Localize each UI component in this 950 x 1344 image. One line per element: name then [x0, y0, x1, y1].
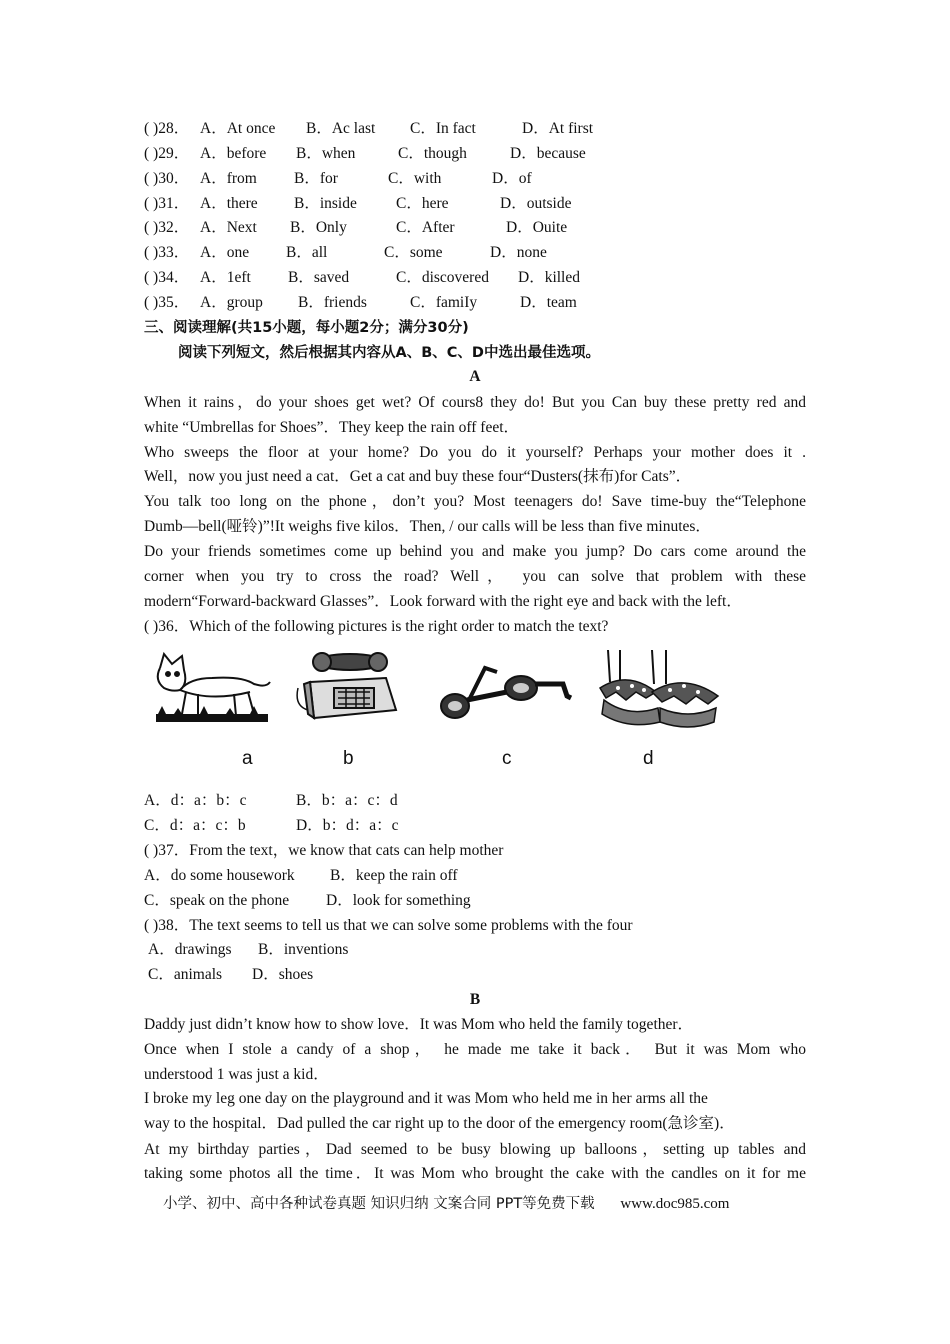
option-d: D．shoes: [252, 966, 314, 983]
option-c: C．d：a：c：b: [144, 817, 246, 834]
option-b: B．saved: [288, 269, 350, 286]
option-d: D．Ouite: [506, 219, 568, 236]
option-a: A．before: [200, 145, 267, 162]
question-number: ( )34．: [144, 269, 190, 286]
option-b: B．inside: [294, 195, 357, 212]
passage-b-line: understood 1 was just a kid．: [144, 1066, 329, 1083]
option-c: C．here: [396, 195, 449, 212]
option-b: B．Ac last: [306, 120, 376, 137]
option-a: A．At once: [200, 120, 276, 137]
option-a: A．group: [200, 294, 263, 311]
option-a: A．do some housework: [144, 867, 295, 884]
passage-b-line: taking some photos all the time．It was Mom who brought the cake with the candles on it for me: [144, 1165, 806, 1182]
passage-b-line: At my birthday parties，Dad seemed to be busy blowing up balloons，setting up tables and: [144, 1141, 806, 1158]
option-c: C．with: [388, 170, 442, 187]
option-a: A．Next: [200, 219, 257, 236]
option-c: C．After: [396, 219, 455, 236]
page-footer: [163, 1192, 729, 1213]
option-c: C．famiIy: [410, 294, 478, 311]
passage-b-line: Daddy just didn’t know how to show love．It was Mom who held the family together．: [144, 1016, 694, 1033]
option-b: B．friends: [298, 294, 367, 311]
question-number: ( )32．: [144, 219, 190, 236]
option-d: D．killed: [518, 269, 580, 286]
option-b: B．when: [296, 145, 356, 162]
cat-picture: [150, 648, 275, 730]
passage-b-title: B: [469, 991, 481, 1008]
option-d: D．team: [520, 294, 577, 311]
picture-label-b: b: [343, 748, 354, 769]
glasses-picture: [425, 648, 575, 730]
passage-a-title: A: [469, 368, 481, 385]
section-heading: 三、阅读理解(共15小题，每小题2分；满分30分): [144, 320, 469, 336]
option-d: D．because: [510, 145, 586, 162]
option-d: D．At first: [522, 120, 594, 137]
option-a: A．drawings: [148, 941, 232, 958]
picture-label-d: d: [643, 748, 654, 769]
passage-a-line: When it rains，do your shoes get wet? Of cours8 they do! But you Can buy these pretty red and: [144, 394, 806, 411]
option-a: A．from: [200, 170, 257, 187]
option-d: D．look for something: [326, 892, 471, 909]
question-37: ( )37．From the text，we know that cats can help mother: [144, 842, 504, 859]
passage-b-line: I broke my leg one day on the playground and it was Mom who held me in her arms all the: [144, 1090, 708, 1107]
option-d: D．outside: [500, 195, 572, 212]
option-b: B．keep the rain off: [330, 867, 458, 884]
footer-url: www.doc985.com: [620, 1196, 730, 1212]
option-a: A．one: [200, 244, 250, 261]
question-number: ( )35．: [144, 294, 190, 311]
passage-a-line: Dumb—bell(哑铃)”!It weighs five kilos．Then, / our calls will be less than five minutes．: [144, 518, 711, 535]
passage-a-line: Who sweeps the floor at your home? Do you do it yourself? Perhaps your mother does it .: [144, 444, 806, 461]
footer-text: 小学、初中、高中各种试卷真题 知识归纳 文案合同 PPT等免费下载: [163, 1196, 595, 1212]
option-c: C．In fact: [410, 120, 476, 137]
passage-a-line: white “Umbrellas for Shoes”．They keep the rain off feet．: [144, 419, 520, 436]
picture-label-c: c: [502, 748, 512, 769]
option-d: D．none: [490, 244, 547, 261]
passage-b-line: Once when I stole a candy of a shop， he made me take it back． But it was Mom who: [144, 1041, 806, 1058]
option-b: B．b：a：c：d: [296, 792, 398, 809]
option-d: D．b：d：a：c: [296, 817, 399, 834]
question-36: ( )36．Which of the following pictures is the right order to match the text?: [144, 618, 609, 635]
option-a: A．there: [200, 195, 258, 212]
option-b: B．Only: [290, 219, 347, 236]
option-d: D．of: [492, 170, 532, 187]
option-a: A．1eft: [200, 269, 251, 286]
question-number: ( )30．: [144, 170, 190, 187]
question-number: ( )31．: [144, 195, 190, 212]
option-b: B．inventions: [258, 941, 349, 958]
passage-a-line: You talk too long on the phone，don’t you? Most teenagers do! Save time-buy the“Telephone: [144, 493, 806, 510]
question-number: ( )29．: [144, 145, 190, 162]
option-c: C．discovered: [396, 269, 489, 286]
passage-a-line: corner when you try to cross the road? Well， you can solve that problem with these: [144, 568, 806, 585]
option-b: B．all: [286, 244, 328, 261]
option-c: C．speak on the phone: [144, 892, 290, 909]
shoe-umbrellas-picture: [598, 648, 723, 730]
picture-label-a: a: [242, 748, 253, 769]
passage-a-line: Do your friends sometimes come up behind you and make you jump? Do cars come around the: [144, 543, 806, 560]
question-38: ( )38．The text seems to tell us that we can solve some problems with the four: [144, 917, 633, 934]
option-c: C．some: [384, 244, 443, 261]
passage-a-line: Well，now you just need a cat．Get a cat and buy these four“Dusters(抹布)for Cats”．: [144, 468, 692, 485]
question-number: ( )33．: [144, 244, 190, 261]
option-b: B．for: [294, 170, 338, 187]
passage-b-line: way to the hospital．Dad pulled the car right up to the door of the emergency room(急诊室)．: [144, 1115, 735, 1132]
section-instruction: 阅读下列短文，然后根据其内容从A、B、C、D中选出最佳选项。: [178, 345, 600, 361]
option-c: C．though: [398, 145, 467, 162]
passage-a-line: modern“Forward-backward Glasses”．Look forward with the right eye and back with the left．: [144, 593, 742, 610]
option-a: A．d：a：b：c: [144, 792, 247, 809]
question-number: ( )28．: [144, 120, 190, 137]
telephone-dumbbell-picture: [296, 648, 404, 730]
option-c: C．animals: [148, 966, 223, 983]
